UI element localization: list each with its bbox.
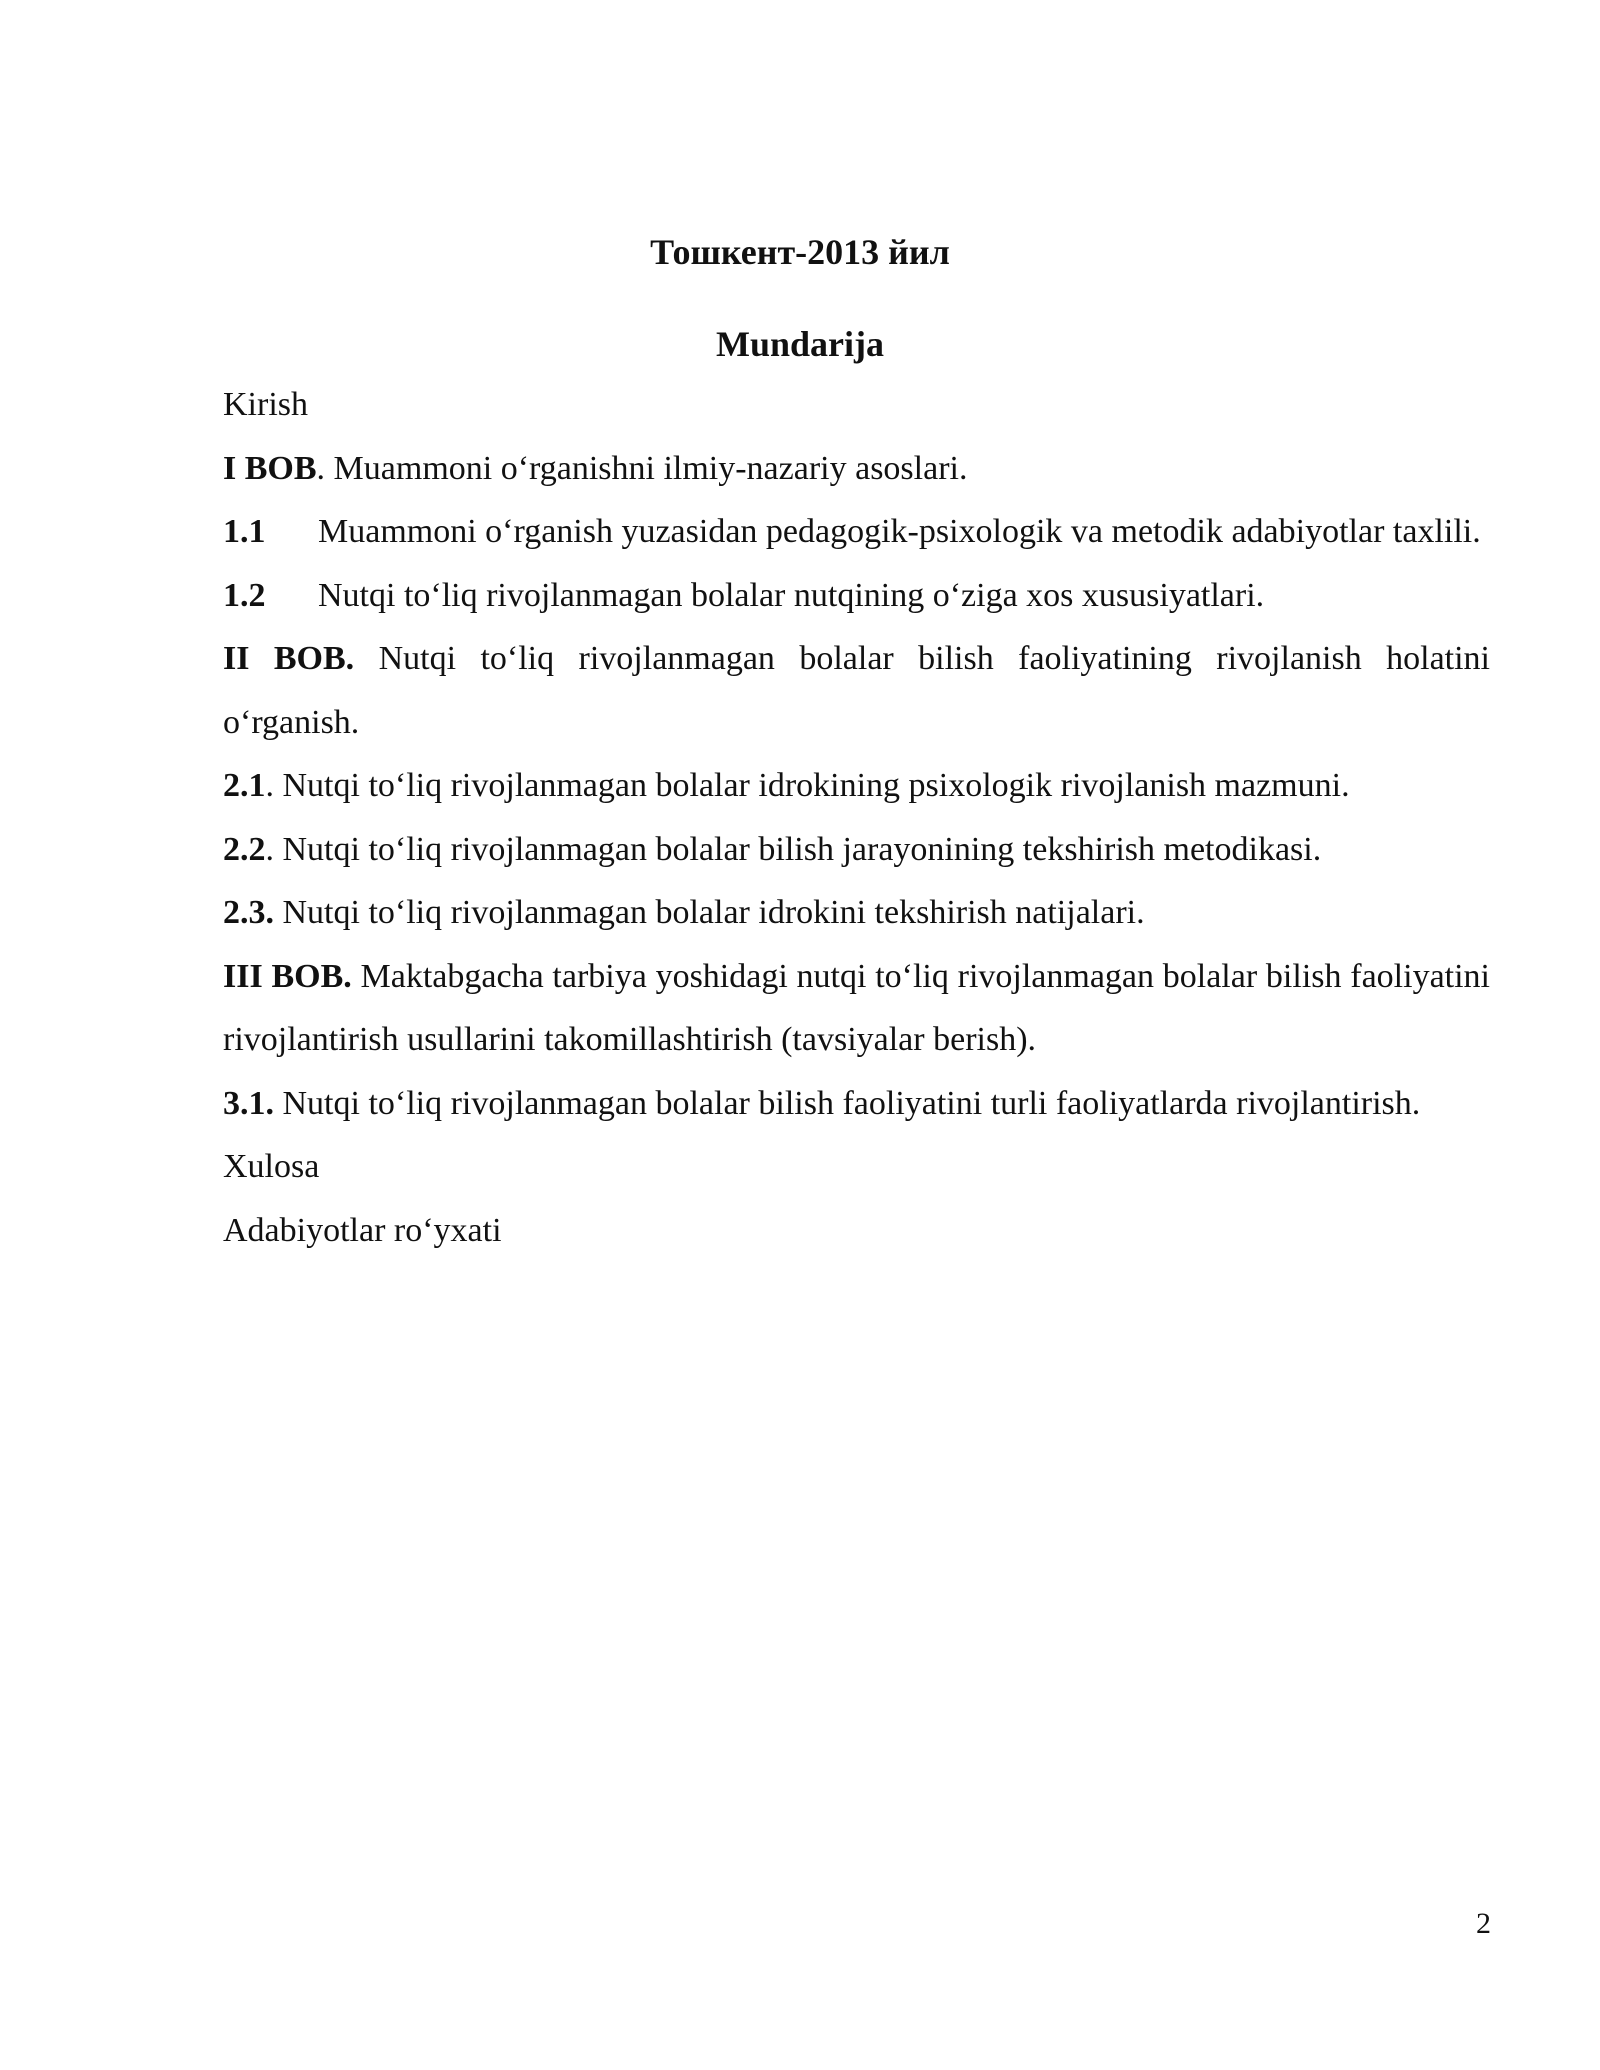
toc-entry-text: Nutqi to‘liq rivojlanmagan bolalar nutqining o‘ziga xos xususiyatlari. bbox=[318, 576, 1265, 614]
toc-entry-conclusion bbox=[223, 1135, 1490, 1199]
toc-entry-number: 3.1. bbox=[223, 1084, 274, 1122]
toc-entry-text: Xulosa bbox=[223, 1148, 320, 1185]
toc-entry-chapter-1 bbox=[223, 437, 1490, 501]
toc-entry-section-2-3 bbox=[223, 881, 1490, 945]
toc-entry-text: Nutqi to‘liq rivojlanmagan bolalar idrokini tekshirish natijalari. bbox=[274, 894, 1145, 931]
toc-entry-chapter-3 bbox=[223, 945, 1490, 1072]
toc-entry-intro bbox=[223, 373, 1490, 437]
toc-entry-text: Maktabgacha tarbiya yoshidagi nutqi to‘liq rivojlanmagan bolalar bilish faoliyatini rivojlantirish usullarini takomillashtirish (tavsiyalar berish). bbox=[223, 957, 1490, 1058]
toc-entry-text: Kirish bbox=[223, 386, 308, 423]
toc-entry-text: Nutqi to‘liq rivojlanmagan bolalar bilish faoliyatini turli faoliyatlarda rivojlantirish. bbox=[274, 1084, 1421, 1122]
table-of-contents bbox=[223, 373, 1490, 1262]
toc-entry-references bbox=[223, 1199, 1490, 1263]
toc-entry-text: . Nutqi to‘liq rivojlanmagan bolalar bilish jarayonining tekshirish metodikasi. bbox=[265, 830, 1322, 868]
toc-entry-text: Muammoni o‘rganish yuzasidan pedagogik-psixologik va metodik adabiyotlar taxlili. bbox=[318, 513, 1481, 550]
toc-entry-number: III BOB. bbox=[223, 957, 352, 995]
toc-entry-number: I BOB bbox=[223, 449, 317, 487]
toc-entry-number: 1.2 bbox=[223, 576, 266, 614]
toc-entry-section-2-2 bbox=[223, 818, 1490, 882]
toc-entry-number: 1.1 bbox=[223, 513, 266, 550]
toc-entry-section-3-1 bbox=[223, 1072, 1490, 1136]
toc-entry-section-2-1 bbox=[223, 754, 1490, 818]
toc-entry-section-1-2 bbox=[223, 564, 1490, 628]
toc-entry-text: Nutqi to‘liq rivojlanmagan bolalar bilish faoliyatining rivojlanish holatini o‘rganish. bbox=[223, 640, 1491, 741]
table-of-contents-title: Mundarija bbox=[715, 324, 884, 364]
toc-entry-text: . Muammoni o‘rganishni ilmiy-nazariy asoslari. bbox=[316, 449, 968, 487]
page-number: 2 bbox=[1476, 1907, 1491, 1940]
city-year-heading: Тошкент-2013 йил bbox=[650, 232, 950, 272]
toc-entry-chapter-2 bbox=[223, 627, 1490, 754]
toc-entry-number: 2.1 bbox=[223, 767, 266, 804]
toc-entry-number: 2.3. bbox=[223, 894, 274, 931]
toc-entry-section-1-1 bbox=[223, 500, 1490, 564]
toc-entry-text: . Nutqi to‘liq rivojlanmagan bolalar idrokining psixologik rivojlanish mazmuni. bbox=[265, 767, 1350, 804]
toc-entry-number: II BOB. bbox=[223, 640, 355, 677]
toc-entry-text: Adabiyotlar ro‘yxati bbox=[223, 1211, 502, 1249]
toc-entry-number: 2.2 bbox=[223, 830, 266, 868]
